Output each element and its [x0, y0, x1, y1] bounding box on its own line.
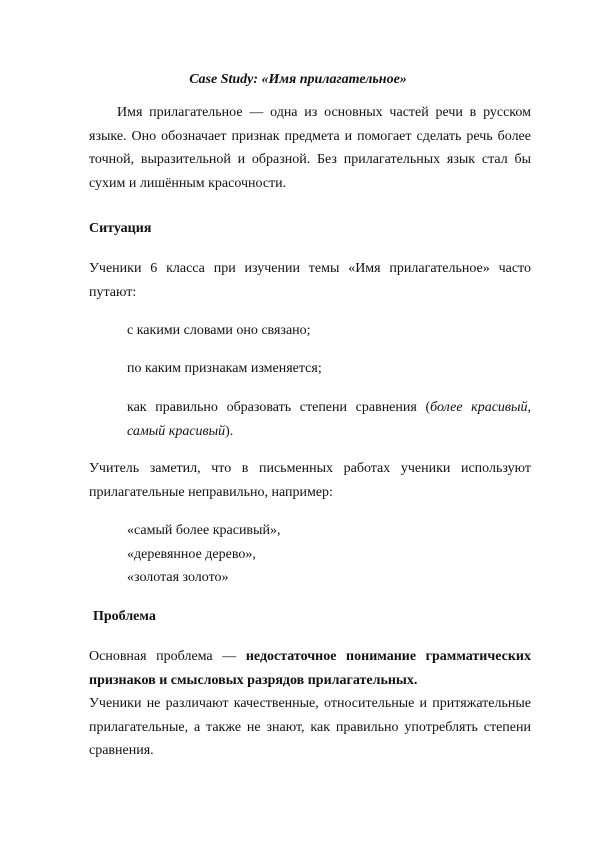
problem-p1-prefix: Основная проблема — [89, 649, 246, 664]
situation-p1-line-1: Ученики 6 класса при изучении темы «Имя прилагательное» часто [89, 261, 531, 276]
example-3: «золотая золото» [127, 570, 229, 585]
problem-p1-line-2: признаков и смысловых разрядов прилагательных. [89, 672, 418, 688]
list-item-3-line-1 [127, 396, 531, 420]
situation-paragraph-2 [89, 457, 531, 504]
situation-p2-line-2: прилагательные неправильно, например: [89, 484, 333, 500]
list-item-1-text: с какими словами оно связано; [127, 323, 311, 338]
problem-p1-bold-1: недостаточное понимание грамматических [245, 649, 531, 664]
problem-p2-line-2: прилагательные, а также не знают, как правильно употреблять степени [89, 719, 531, 735]
intro-paragraph [89, 101, 531, 195]
list-item-2 [127, 357, 531, 381]
problem-paragraph-1 [89, 645, 531, 692]
list-item-2-text: по каким признакам изменяется; [127, 361, 322, 376]
problem-p2-line-1: Ученики не различают качественные, относительные и притяжательные [89, 696, 531, 711]
list-item-3-prefix: как правильно образовать степени сравнения ( [127, 400, 431, 415]
problem-paragraph-2 [89, 692, 531, 763]
example-2: «деревянное дерево», [127, 546, 256, 562]
problem-heading: Проблема [93, 609, 156, 624]
list-item-3-suffix-2: ). [225, 423, 234, 439]
list-item-3 [127, 396, 531, 443]
examples-list [127, 519, 531, 590]
situation-paragraph-1 [89, 257, 531, 304]
situation-p2-line-1: Учитель заметил, что в письменных работах ученики используют [89, 461, 531, 476]
intro-line-2: языке. Оно обозначает признак предмета и помогает сделать речь более [89, 128, 531, 144]
list-item-3-suffix-1: , [527, 400, 531, 415]
list-item-3-line-2 [127, 420, 531, 444]
example-1: «самый более красивый», [127, 523, 281, 538]
situation-p1-line-2: путают: [89, 284, 137, 300]
list-item-3-italic-2: самый красивый [127, 423, 226, 439]
situation-heading: Ситуация [89, 221, 152, 236]
intro-line-3: точной, выразительной и образной. Без прилагательных язык стал бы [89, 152, 531, 167]
list-item-1 [127, 319, 531, 343]
list-item-3-italic-1: более красивый [430, 400, 528, 415]
document-title: Case Study: «Имя прилагательное» [189, 72, 407, 87]
intro-line-1: Имя прилагательное — одна из основных частей речи в русском [117, 105, 531, 120]
problem-p2-line-3: сравнения. [89, 743, 154, 758]
intro-line-4: сухим и лишённым красочности. [89, 175, 287, 191]
problem-p1-line-1 [89, 645, 531, 669]
